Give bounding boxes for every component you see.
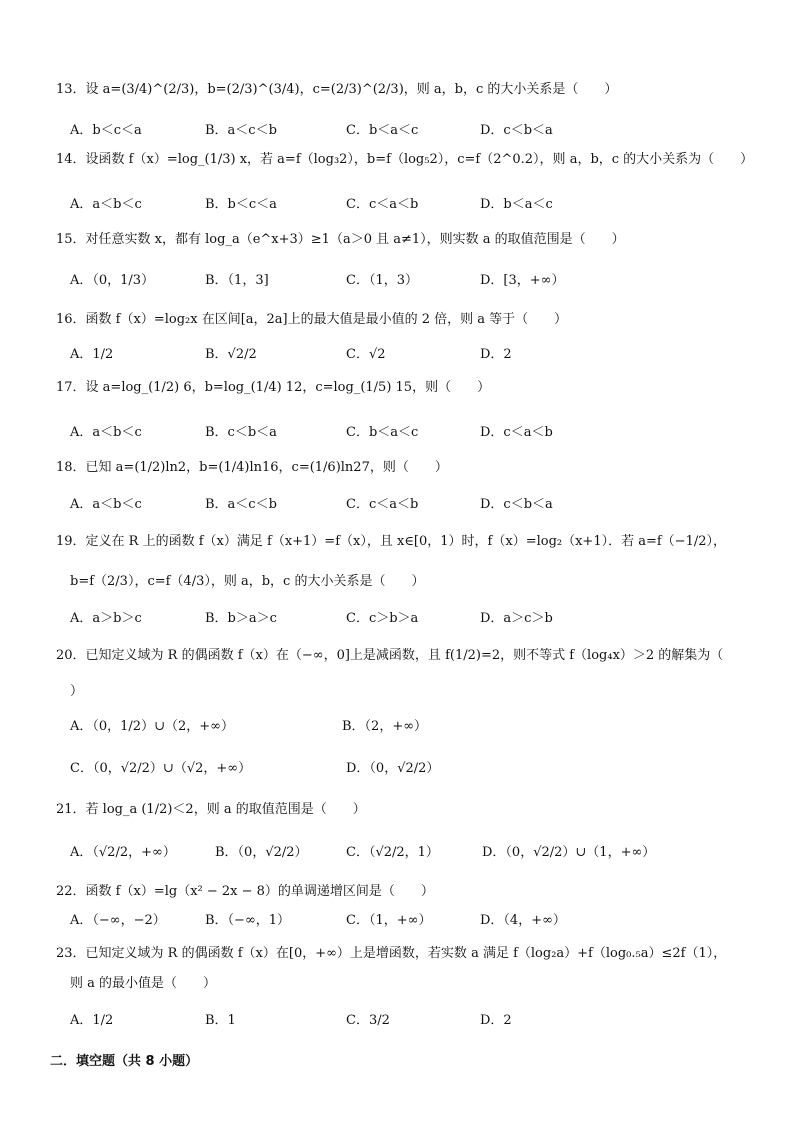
option-b: B．a＜c＜b [205, 123, 277, 138]
option-a: A．1/2 [70, 1013, 114, 1028]
question-19-options [70, 608, 750, 630]
section-heading-fill-in-blank: 二．填空题（共 8 小题） [50, 1054, 199, 1069]
option-c: C．c＜a＜b [346, 497, 419, 512]
question-17-options [70, 422, 750, 444]
option-d: D．[3，+∞） [480, 273, 565, 288]
option-c: C．（1，3） [346, 273, 418, 288]
option-d: D．2 [480, 1013, 512, 1028]
option-c: C．（1，+∞） [346, 913, 432, 928]
option-c: C．3/2 [346, 1013, 390, 1028]
question-23-options [70, 1010, 750, 1032]
question-22-stem: 22．函数 f（x）=lg（x² − 2x − 8）的单调递增区间是（ ） [56, 884, 434, 899]
option-b: B．b＞a＞c [205, 611, 277, 626]
option-d: D．b＜a＜c [480, 197, 553, 212]
question-20-stem-continued: ） [70, 684, 84, 699]
question-20-options-row2 [70, 758, 750, 780]
question-16-options [70, 344, 750, 366]
option-b: B．（2，+∞） [342, 719, 428, 734]
question-16-stem: 16．函数 f（x）=log₂x 在区间[a，2a]上的最大值是最小值的 2 倍，则 a 等于（ ） [56, 312, 568, 327]
option-d: D．（4，+∞） [480, 913, 566, 928]
question-18-stem: 18．已知 a=(1/2)ln2，b=(1/4)ln16，c=(1/6)ln27，则（ ） [56, 460, 448, 475]
option-b: B．1 [205, 1013, 236, 1028]
question-14-stem: 14．设函数 f（x）=log_(1/3) x，若 a=f（log₃2），b=f（log₅2），c=f（2^0.2），则 a，b，c 的大小关系为（ ） [56, 152, 754, 167]
option-b: B．（0，√2/2） [215, 845, 308, 860]
option-a: A．（√2/2，+∞） [70, 845, 176, 860]
option-a: A．b＜c＜a [70, 123, 142, 138]
option-b: B．√2/2 [205, 347, 257, 362]
question-23-stem-continued: 则 a 的最小值是（ ） [70, 976, 217, 991]
question-13-options [70, 120, 750, 142]
option-c: C．（√2/2，1） [346, 845, 439, 860]
option-d: D．c＜a＜b [480, 425, 553, 440]
option-a: A．（0，1/3） [70, 273, 155, 288]
option-d: D．c＜b＜a [480, 123, 553, 138]
question-15-stem: 15．对任意实数 x，都有 log_a（e^x+3）≥1（a＞0 且 a≠1），则实数 a 的取值范围是（ ） [56, 232, 625, 247]
question-19-stem: 19．定义在 R 上的函数 f（x）满足 f（x+1）=f（x），且 x∈[0，1）时，f（x）=log₂（x+1）．若 a=f（−1/2）， [56, 534, 726, 549]
option-d: D．c＜b＜a [480, 497, 553, 512]
option-c: C．c＞b＞a [346, 611, 419, 626]
question-21-stem: 21．若 log_a (1/2)＜2，则 a 的取值范围是（ ） [56, 802, 366, 817]
option-c: C．c＜a＜b [346, 197, 419, 212]
option-d: D．（0，√2/2）∪（1，+∞） [482, 845, 656, 860]
question-13-stem: 13．设 a=(3/4)^(2/3)，b=(2/3)^(3/4)，c=(2/3)^(2/3)，则 a，b，c 的大小关系是（ ） [56, 82, 618, 97]
option-b: B．b＜c＜a [205, 197, 277, 212]
question-19-stem-continued: b=f（2/3），c=f（4/3），则 a，b，c 的大小关系是（ ） [70, 574, 425, 589]
option-a: A．（−∞，−2） [70, 913, 166, 928]
option-a: A．a＜b＜c [70, 197, 142, 212]
option-a: A．1/2 [70, 347, 114, 362]
option-a: A．a＜b＜c [70, 425, 142, 440]
option-b: B．（−∞，1） [205, 913, 291, 928]
question-15-options [70, 270, 750, 292]
question-18-options [70, 494, 750, 516]
option-c: C．√2 [346, 347, 386, 362]
option-a: A．a＜b＜c [70, 497, 142, 512]
question-20-options-row1 [70, 716, 750, 738]
question-14-options [70, 194, 750, 216]
option-c: C．（0，√2/2）∪（√2，+∞） [70, 761, 252, 776]
option-b: B．（1，3] [205, 273, 269, 288]
option-d: D．（0，√2/2） [346, 761, 440, 776]
question-21-options [70, 842, 750, 864]
option-b: B．a＜c＜b [205, 497, 277, 512]
question-22-options [70, 910, 750, 932]
question-17-stem: 17．设 a=log_(1/2) 6，b=log_(1/4) 12，c=log_(1/5) 15，则（ ） [56, 380, 491, 395]
question-20-stem: 20．已知定义域为 R 的偶函数 f（x）在（−∞，0]上是减函数，且 f(1/2)=2，则不等式 f（log₄x）＞2 的解集为（ [56, 648, 724, 663]
option-d: D．a＞c＞b [480, 611, 553, 626]
option-b: B．c＜b＜a [205, 425, 277, 440]
option-a: A．a＞b＞c [70, 611, 142, 626]
question-23-stem: 23．已知定义域为 R 的偶函数 f（x）在[0，+∞）上是增函数，若实数 a 满足 f（log₂a）+f（log₀.₅a）≤2f（1）， [56, 946, 727, 961]
option-c: C．b＜a＜c [346, 425, 419, 440]
option-a: A．（0，1/2）∪（2，+∞） [70, 719, 234, 734]
option-d: D．2 [480, 347, 512, 362]
option-c: C．b＜a＜c [346, 123, 419, 138]
